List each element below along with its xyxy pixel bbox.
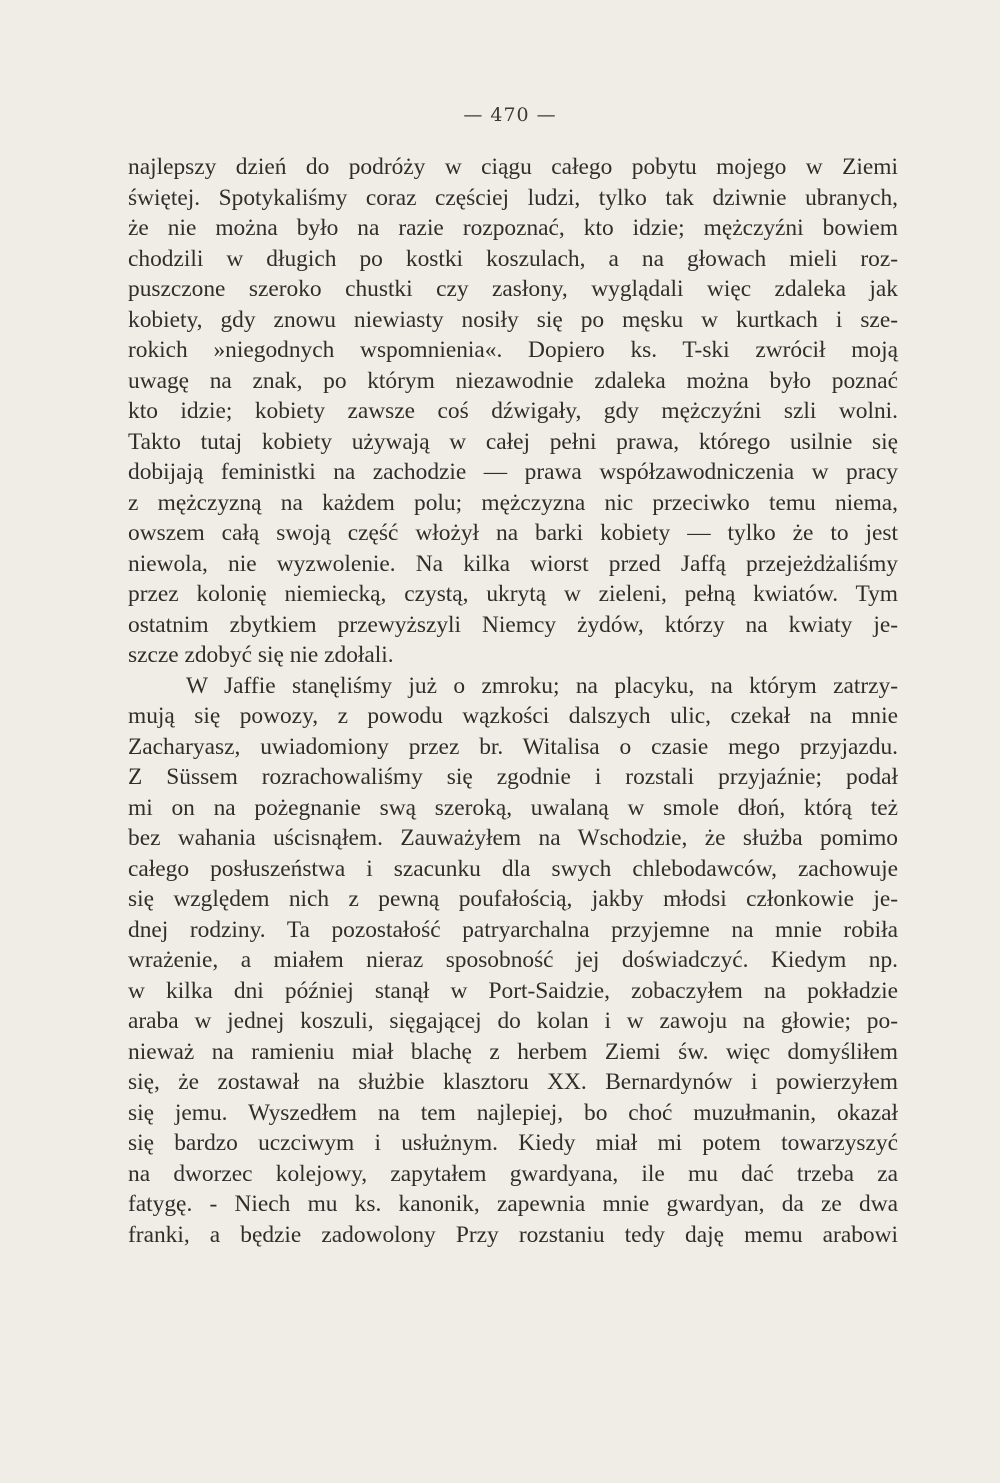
text-line: Zacharyasz, uwiadomiony przez br. Witalisa o czasie mego przyjazdu. <box>128 733 898 760</box>
text-line: owszem całą swoją część włożył na barki kobiety — tylko że to jest <box>128 520 898 546</box>
text-line: całego posłuszeństwa i szacunku dla swych chlebodawców, zachowuje <box>128 855 898 882</box>
text-line: franki, a będzie zadowolony Przy rozstaniu tedy daję memu arabowi <box>128 1221 898 1248</box>
text-line: dnej rodziny. Ta pozostałość patryarchalna przyjemne na mnie robiła <box>128 916 898 943</box>
text-line: się względem nich z pewną poufałością, jakby młodsi członkowie je- <box>128 886 898 912</box>
text-line: nieważ na ramieniu miał blachę z herbem Ziemi św. więc domyśliłem <box>128 1038 898 1065</box>
page-number: — 470 — <box>463 104 557 126</box>
text-line: szcze zdobyć się nie zdołali. <box>128 642 394 668</box>
text-line: rokich »niegodnych wspomnienia«. Dopiero ks. T-ski zwrócił moją <box>128 337 898 363</box>
text-line: kobiety, gdy znowu niewiasty nosiły się po męsku w kurtkach i sze- <box>128 306 898 333</box>
text-line: fatygę. - Niech mu ks. kanonik, zapewnia mnie gwardyan, da ze dwa <box>128 1191 898 1217</box>
text-line: ostatnim zbytkiem przewyższyli Niemcy żydów, którzy na kwiaty je- <box>128 611 898 638</box>
text-line: kto idzie; kobiety zawsze coś dźwigały, gdy mężczyźni szli wolni. <box>128 398 898 424</box>
text-line: mi on na pożegnanie swą szeroką, uwalaną w smole dłoń, którą też <box>128 794 898 821</box>
text-line: się, że zostawał na służbie klasztoru XX. Bernardynów i powierzyłem <box>128 1069 898 1095</box>
text-line: Z Süssem rozrachowaliśmy się zgodnie i rozstali przyjaźnie; podał <box>128 764 898 790</box>
text-line: bez wahania uścisnąłem. Zauważyłem na Wschodzie, że służba pomimo <box>128 825 898 851</box>
text-line: przez kolonię niemiecką, czystą, ukrytą w zieleni, pełną kwiatów. Tym <box>128 581 898 607</box>
text-line: w kilka dni później stanął w Port-Saidzie, zobaczyłem na pokładzie <box>128 977 898 1004</box>
body-text <box>128 152 898 1250</box>
text-line: dobijają feministki na zachodzie — prawa współzawodniczenia w pracy <box>128 459 898 485</box>
text-line: z mężczyzną na każdem polu; mężczyzna nic przeciwko temu niema, <box>128 489 898 516</box>
text-line: świętej. Spotykaliśmy coraz częściej ludzi, tylko tak dziwnie ubranych, <box>128 184 898 211</box>
text-line: araba w jednej koszuli, sięgającej do kolan i w zawoju na głowie; po- <box>128 1008 898 1034</box>
text-line: chodzili w długich po kostki koszulach, a na głowach mieli roz- <box>128 245 898 272</box>
text-line: Takto tutaj kobiety używają w całej pełni prawa, którego usilnie się <box>128 428 898 455</box>
text-line: że nie można było na razie rozpoznać, kto idzie; mężczyźni bowiem <box>128 215 898 241</box>
text-line: niewola, nie wyzwolenie. Na kilka wiorst przed Jaffą przejeżdżaliśmy <box>128 550 898 577</box>
text-line: się jemu. Wyszedłem na tem najlepiej, bo choć muzułmanin, okazał <box>128 1099 898 1126</box>
text-line: uwagę na znak, po którym niezawodnie zdaleka można było poznać <box>128 367 898 394</box>
text-line: mują się powozy, z powodu wązkości dalszych ulic, czekał na mnie <box>128 703 898 729</box>
text-line: się bardzo uczciwym i usłużnym. Kiedy miał mi potem towarzyszyć <box>128 1130 898 1156</box>
text-line: wrażenie, a miałem nieraz sposobność jej doświadczyć. Kiedym np. <box>128 947 898 973</box>
text-line: puszczone szeroko chustki czy zasłony, wyglądali więc zdaleka jak <box>128 276 898 302</box>
text-line: na dworzec kolejowy, zapytałem gwardyana, ile mu dać trzeba za <box>128 1160 898 1187</box>
text-line: najlepszy dzień do podróży w ciągu całego pobytu mojego w Ziemi <box>128 154 898 180</box>
text-line: W Jaffie stanęliśmy już o zmroku; na placyku, na którym zatrzy- <box>186 672 898 699</box>
